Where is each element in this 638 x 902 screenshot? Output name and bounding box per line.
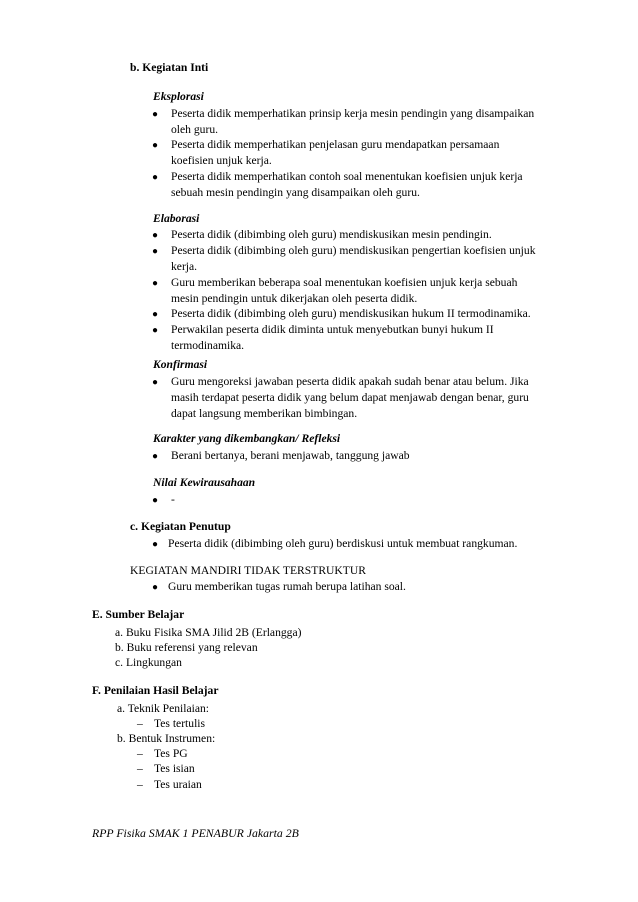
subheading-elaborasi: Elaborasi [153, 212, 200, 225]
list-item-line: Tes PG [154, 747, 188, 760]
list-item-line: - [171, 493, 175, 506]
subheading-eksplorasi: Eksplorasi [153, 90, 204, 103]
list-item-line: dapat langsung memberikan bimbingan. [171, 407, 358, 420]
list-item-line: kerja. [171, 260, 198, 273]
list-item-line: Peserta didik (dibimbing oleh guru) mendiskusikan pengertian koefisien unjuk [171, 244, 536, 257]
bentuk-label: b. Bentuk Instrumen: [117, 732, 216, 745]
list-item-line: Peserta didik (dibimbing oleh guru) mendiskusikan mesin pendingin. [171, 228, 492, 241]
bullet-icon: ● [152, 140, 159, 151]
bullet-icon: ● [152, 246, 159, 257]
bullet-icon: ● [152, 109, 159, 120]
bullet-icon: ● [152, 451, 159, 462]
list-item-line: Peserta didik (dibimbing oleh guru) berdiskusi untuk membuat rangkuman. [168, 537, 518, 550]
list-item-line: c. Lingkungan [115, 656, 182, 669]
list-item-line: Tes uraian [154, 778, 202, 791]
list-item-line: Peserta didik memperhatikan contoh soal menentukan koefisien unjuk kerja [171, 170, 523, 183]
teknik-label: a. Teknik Penilaian: [117, 702, 210, 715]
page-footer: RPP Fisika SMAK 1 PENABUR Jakarta 2B [92, 826, 299, 840]
list-item-line: Peserta didik memperhatikan prinsip kerja mesin pendingin yang disampaikan [171, 107, 535, 120]
bullet-icon: ● [152, 172, 159, 183]
subheading-kewirausahaan: Nilai Kewirausahaan [153, 476, 256, 489]
list-item-line: Peserta didik memperhatikan penjelasan guru mendapatkan persamaan [171, 138, 500, 151]
list-item-line: Perwakilan peserta didik diminta untuk menyebutkan bunyi hukum II [171, 323, 494, 336]
list-item-line: sebuah mesin pendingin yang disampaikan oleh guru. [171, 186, 420, 199]
bullet-icon: ● [152, 377, 159, 388]
list-item-line: a. Buku Fisika SMA Jilid 2B (Erlangga) [115, 626, 302, 639]
list-item-line: mesin pendingin untuk dikerjakan oleh peserta didik. [171, 292, 418, 305]
bullet-icon: ● [152, 582, 159, 593]
bullet-icon: ● [152, 495, 159, 506]
bullet-icon: ● [152, 539, 159, 550]
list-item-line: Guru memberikan beberapa soal menentukan koefisien unjuk kerja sebuah [171, 276, 518, 289]
bullet-icon: ● [152, 309, 159, 320]
list-item-line: Peserta didik (dibimbing oleh guru) mendiskusikan hukum II termodinamika. [171, 307, 531, 320]
dash-icon: – [137, 762, 143, 775]
section-heading-penilaian: F. Penilaian Hasil Belajar [92, 684, 219, 697]
bullet-icon: ● [152, 325, 159, 336]
list-item-line: b. Buku referensi yang relevan [115, 641, 258, 654]
list-item-line: oleh guru. [171, 123, 219, 136]
list-item-line: Guru memberikan tugas rumah berupa latihan soal. [168, 580, 406, 593]
section-heading-inti: b. Kegiatan Inti [130, 61, 209, 74]
list-item-line: Tes tertulis [154, 717, 206, 730]
list-item-line: masih terdapat peserta didik yang belum dapat menjawab dengan benar, guru [171, 391, 529, 404]
bullet-icon: ● [152, 278, 159, 289]
list-item-line: Berani bertanya, berani menjawab, tanggung jawab [171, 449, 410, 462]
subheading-karakter: Karakter yang dikembangkan/ Refleksi [153, 432, 341, 445]
dash-icon: – [137, 747, 143, 760]
dash-icon: – [137, 778, 143, 791]
section-heading-sumber: E. Sumber Belajar [92, 608, 185, 621]
list-item-line: Guru mengoreksi jawaban peserta didik apakah sudah benar atau belum. Jika [171, 375, 529, 388]
bullet-icon: ● [152, 230, 159, 241]
list-item-line: termodinamika. [171, 339, 245, 352]
list-item-line: koefisien unjuk kerja. [171, 154, 272, 167]
subheading-konfirmasi: Konfirmasi [153, 358, 208, 371]
list-item-line: Tes isian [154, 762, 195, 775]
dash-icon: – [137, 717, 143, 730]
section-heading-penutup: c. Kegiatan Penutup [130, 520, 231, 533]
section-heading-mandiri: KEGIATAN MANDIRI TIDAK TERSTRUKTUR [130, 564, 366, 577]
